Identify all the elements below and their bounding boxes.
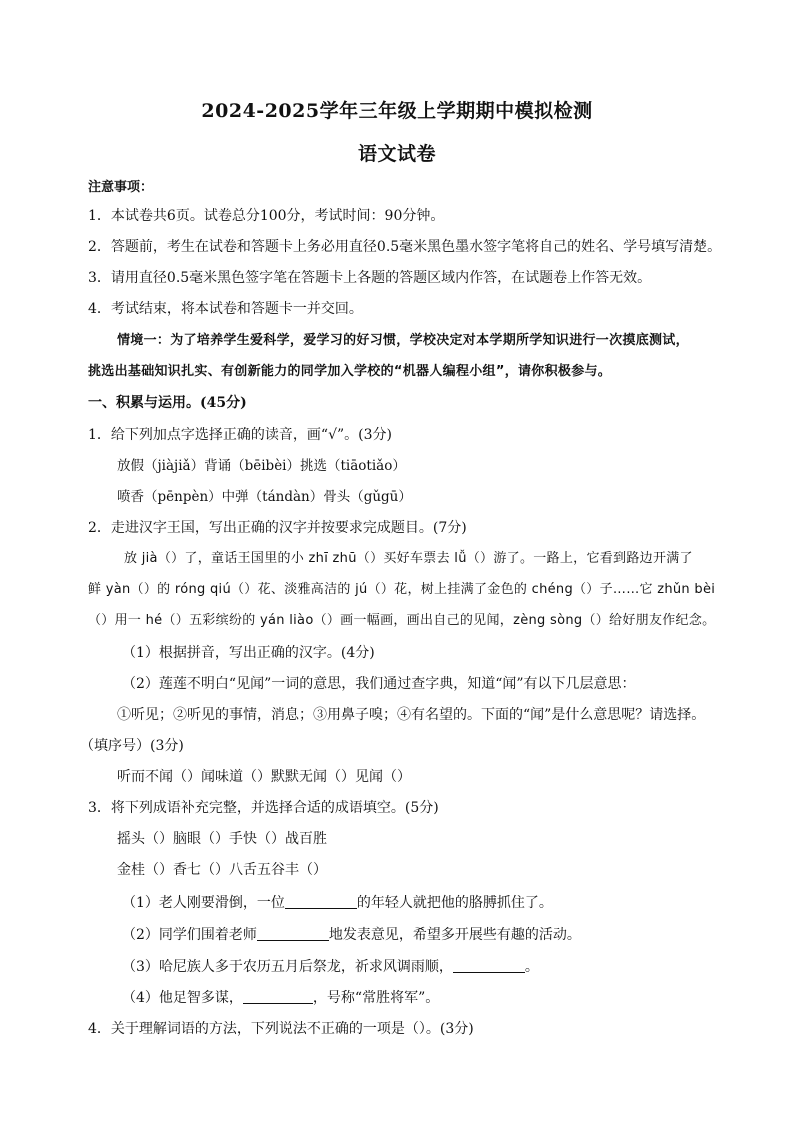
fill-note: （填序号）(3分) <box>80 738 184 754</box>
fill-sentence <box>122 988 439 1008</box>
note-item: 1．本试卷共6页。试卷总分100分，考试时间：90分钟。 <box>88 208 445 224</box>
sentence-part: 地发表意见，希望多开展些有趣的活动。 <box>328 927 581 943</box>
note-item: 4．考试结束，将本试卷和答题卡一并交回。 <box>88 301 363 317</box>
idiom-row: 金桂（）香七（）八舌五谷丰（） <box>117 862 327 878</box>
question-stem: 1．给下列加点字选择正确的读音，画“√”。(3分) <box>88 427 392 443</box>
scenario-text: 挑选出基础知识扎实、有创新能力的同学加入学校的“机器人编程小组”，请你积极参与。 <box>88 364 612 379</box>
note-item: 3．请用直径0.5毫米黑色签字笔在答题卡上各题的答题区域内作答，在试题卷上作答无效。 <box>88 270 652 286</box>
note-item: 2．答题前，考生在试卷和答题卡上务必用直径0.5毫米黑色墨水签字笔将自己的姓名、学号填写清楚。 <box>88 239 722 255</box>
answer-blank[interactable] <box>453 958 525 973</box>
fill-sentence <box>122 893 553 913</box>
meanings-list: ①听见；②听见的事情，消息；③用鼻子嗅；④有名望的。下面的“闻”是什么意思呢？请选择。 <box>117 707 706 723</box>
section-heading: 一、积累与运用。(45分) <box>88 395 247 411</box>
fill-sentence <box>122 957 539 977</box>
question-stem: 2．走进汉字王国，写出正确的汉字并按要求完成题目。(7分) <box>88 520 467 536</box>
sentence-part: （2）同学们围着老师 <box>122 927 257 943</box>
sub-question: （2）莲莲不明白“见闻”一词的意思，我们通过查字典，知道“闻”有以下几层意思： <box>122 676 636 692</box>
exam-title: 2024-2025学年三年级上学期期中模拟检测 <box>201 100 593 122</box>
sentence-part: （1）老人刚要滑倒，一位 <box>122 895 285 911</box>
pinyin-options: 喷香（pēnpèn）中弹（tándàn）骨头（gǔgū） <box>117 489 412 505</box>
sentence-part: 的年轻人就把他的胳膊抓住了。 <box>356 895 553 911</box>
scenario-text: 情境一：为了培养学生爱科学，爱学习的好习惯，学校决定对本学期所学知识进行一次摸底测试， <box>117 333 689 348</box>
answer-blank[interactable] <box>243 989 313 1004</box>
notes-heading: 注意事项： <box>88 180 154 195</box>
sentence-part: （4）他足智多谋， <box>122 990 243 1006</box>
passage-text: 放 jià（）了，童话王国里的小 zhī zhū（）买好车票去 lǚ（）游了。一路上，它看到路边开满了 <box>124 551 693 566</box>
answer-blank[interactable] <box>257 926 329 941</box>
sentence-part: ，号称“常胜将军”。 <box>312 990 440 1006</box>
word-options: 听而不闻（）闻味道（）默默无闻（）见闻（） <box>117 769 411 785</box>
question-stem: 3．将下列成语补充完整，并选择合适的成语填空。(5分) <box>88 800 439 816</box>
passage-text: 鲜 yàn（）的 róng qiú（）花、淡雅高洁的 jú（）花，树上挂满了金色的 chéng（）子……它 zhǔn bèi <box>88 582 716 597</box>
idiom-row: 摇头（）脑眼（）手快（）战百胜 <box>117 831 327 847</box>
pinyin-options: 放假（jiàjiǎ）背诵（bēibèi）挑选（tiāotiǎo） <box>117 458 406 474</box>
exam-subtitle: 语文试卷 <box>357 143 436 165</box>
sentence-part: 。 <box>524 959 539 975</box>
question-stem: 4．关于理解词语的方法，下列说法不正确的一项是（）。(3分) <box>88 1021 474 1037</box>
sentence-part: （3）哈尼族人多于农历五月后祭龙，祈求风调雨顺， <box>122 959 453 975</box>
sub-question: （1）根据拼音，写出正确的汉字。(4分) <box>122 645 375 661</box>
passage-text: （）用一 hé（）五彩缤纷的 yán liào（）画一幅画，画出自己的见闻，zèng sòng（）给好朋友作纪念。 <box>88 613 716 628</box>
fill-sentence <box>122 925 581 945</box>
answer-blank[interactable] <box>285 894 357 909</box>
